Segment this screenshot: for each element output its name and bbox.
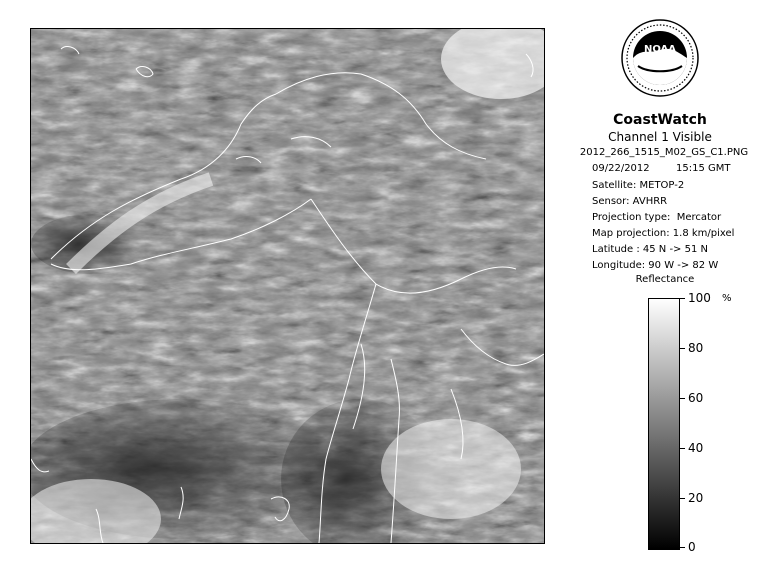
cloud-imagery: [31, 29, 544, 543]
colorbar-tick-label: 20: [688, 491, 704, 505]
map-projection-label: Map projection: 1.8 km/pixel: [592, 228, 735, 239]
colorbar-tick-label: 100: [688, 291, 711, 305]
noaa-logo: [620, 18, 700, 98]
legend-unit: %: [722, 293, 732, 304]
time-label: 15:15 GMT: [676, 163, 731, 174]
colorbar-tick: [679, 298, 685, 299]
colorbar-tick-label: 0: [688, 540, 696, 554]
longitude-label: Longitude: 90 W -> 82 W: [592, 260, 719, 271]
product-title: CoastWatch: [613, 112, 707, 128]
colorbar-tick: [679, 448, 685, 449]
sensor-label: Sensor: AVHRR: [592, 196, 668, 207]
colorbar-tick-label: 40: [688, 441, 704, 455]
logo-text: NOAA: [643, 44, 677, 55]
colorbar-tick: [679, 348, 685, 349]
date-label: 09/22/2012: [592, 163, 650, 174]
colorbar-tick: [679, 547, 685, 548]
channel-label: Channel 1 Visible: [608, 130, 712, 144]
satellite-label: Satellite: METOP-2: [592, 180, 685, 191]
legend-title: Reflectance: [635, 274, 695, 285]
reflectance-colorbar: [648, 298, 680, 550]
colorbar-tick-label: 80: [688, 341, 704, 355]
projection-type-label: Projection type: Mercator: [592, 212, 722, 223]
colorbar-tick: [679, 498, 685, 499]
colorbar-tick-label: 60: [688, 391, 704, 405]
latitude-label: Latitude : 45 N -> 51 N: [592, 244, 708, 255]
colorbar-tick: [679, 398, 685, 399]
filename-label: 2012_266_1515_M02_GS_C1.PNG: [579, 147, 749, 158]
satellite-image: [30, 28, 545, 544]
